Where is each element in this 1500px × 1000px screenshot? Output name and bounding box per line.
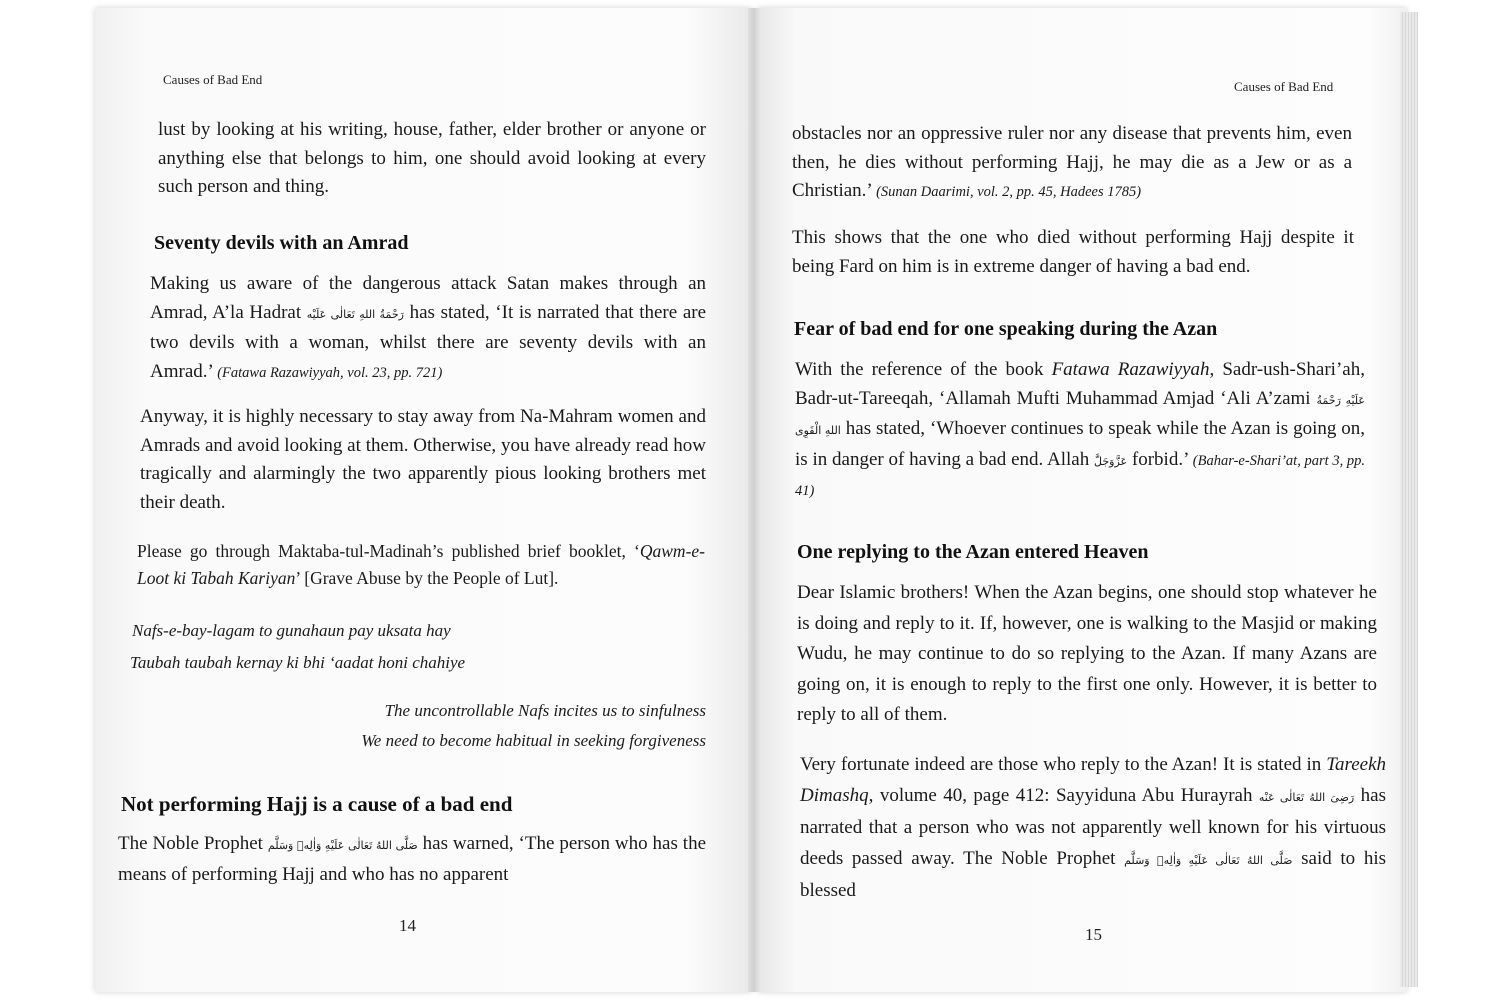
left-paragraph-booklet [137, 538, 705, 592]
rp3-text-a: With the reference of the book [795, 359, 1044, 380]
left-heading-seventy-devils: Seventy devils with an Amrad [154, 232, 409, 254]
p4-booklet-title: Qawm-e-Loot ki Tabah Kariyan [137, 541, 705, 588]
left-paragraph-5 [118, 830, 706, 889]
p2-citation: (Fatawa Razawiyyah, vol. 23, pp. 721) [217, 364, 443, 381]
rp5-text-b: , volume 40, page 412: Sayyiduna Abu Hurayrah [868, 784, 1253, 806]
verse-line-4: We need to become habitual in seeking forgiveness [361, 731, 706, 750]
right-paragraph-1 [792, 120, 1352, 207]
rp3-text-b: , Sadr-ush-Shari’ah, Badr-ut-Tareeqah, ‘Allamah Mufti Muhammad Amjad ‘Ali A’zami [795, 359, 1365, 409]
verse-line-1: Nafs-e-bay-lagam to gunahaun pay uksata hay [132, 621, 451, 640]
right-paragraph-3 [795, 356, 1365, 506]
verse-line-3: The uncontrollable Nafs incites us to sinfulness [384, 701, 706, 720]
right-heading-azan-heaven: One replying to the Azan entered Heaven [797, 541, 1149, 563]
verse-line-2: Taubah taubah kernay ki bhi ‘aadat honi chahiye [130, 653, 466, 672]
rp3-arabic-azza-wajal: عَزَّوَجَلَّ [1094, 454, 1128, 468]
p2-text-b: has stated, ‘It is narrated that there are two devils with a woman, whilst there are seventy devils with an Amrad.’ [150, 301, 707, 382]
rp5-text-a: Very fortunate indeed are those who reply to the Azan! It is stated in [800, 754, 1322, 775]
left-paragraph-1: lust by looking at his writing, house, father, elder brother or anyone or anything else that belongs to him, one should avoid looking at every such person and thing. [158, 119, 706, 197]
rp3-citation: (Bahar-e-Shari’at, part 3, pp. 41) [795, 452, 1365, 499]
left-paragraph-3: Anyway, it is highly necessary to stay away from Na-Mahram women and Amrads and avoid looking at them. Otherwise, you have already read how tragically and alarmingly the two apparently pious looking brothers met their death. [140, 406, 706, 513]
rp5-arabic-honorific: رَضِیَ اللهُ تَعَالٰی عَنْه [1258, 790, 1355, 804]
right-heading-speaking-azan: Fear of bad end for one speaking during the Azan [794, 318, 1218, 340]
rp1-citation: (Sunan Daarimi, vol. 2, pp. 45, Hadees 1785) [876, 184, 1142, 200]
rp1-text: obstacles nor an oppressive ruler nor any disease that prevents him, even then, he dies without performing Hajj, he may die as a Jew or as a Christian.’ [792, 123, 1352, 201]
rp3-book-title: Fatawa Razawiyyah [1051, 359, 1210, 380]
p2-text-a: Making us aware of the dangerous attack Satan makes through an Amrad, A’la Hadrat [150, 273, 706, 323]
right-page-number: 15 [1085, 925, 1102, 944]
left-running-head: Causes of Bad End [163, 72, 263, 87]
rp5-book-title: Tareekh Dimashq [800, 754, 1387, 806]
rp5-text-c: has narrated that a person who was not apparently well known for his virtuous deeds passed away. The Noble Prophet [800, 784, 1386, 869]
rp5-arabic-salutation: صَلَّی اللهُ تَعَالٰی عَلَیْهِ وَاٰلِهٖ وَسَلَّم [1124, 853, 1293, 867]
rp3-text-d: forbid.’ [1131, 448, 1188, 470]
left-heading-hajj: Not performing Hajj is a cause of a bad end [121, 792, 513, 816]
right-running-head: Causes of Bad End [1234, 79, 1334, 94]
p4-text-a: Please go through Maktaba-tul-Madinah’s published brief booklet, ‘ [137, 541, 640, 561]
left-paragraph-2 [150, 270, 706, 387]
p5-text-a: The Noble Prophet [118, 833, 263, 854]
p4-text-b: ’ [Grave Abuse by the People of Lut]. [295, 568, 559, 588]
left-page-number: 14 [399, 916, 416, 935]
p5-text-b: has warned, ‘The person who has the means of performing Hajj and who has no apparent [118, 833, 707, 885]
right-paragraph-4: Dear Islamic brothers! When the Azan begins, one should stop whatever he is doing and reply to it. If, however, one is walking to the Masjid or making Wudu, he may continue to do so replying to the Azan. If many Azans are going on, it is enough to reply to the first one only. However, it is better to reply to all of them. [797, 582, 1377, 725]
rp5-text-d: said to his blessed [800, 847, 1386, 901]
page-edges [1400, 12, 1418, 987]
rp3-text-c: has stated, ‘Whoever continues to speak while the Azan is going on, is in danger of having a bad end. Allah [795, 418, 1365, 470]
rp3-arabic-honorific: عَلَیْهِ رَحْمَةُ اللهِ الْقَوِی [795, 393, 1365, 437]
p2-arabic-honorific: رَحْمَةُ اللهِ تَعَالٰی عَلَیْه [306, 307, 404, 321]
right-paragraph-5 [800, 750, 1386, 907]
right-paragraph-2: This shows that the one who died without performing Hajj despite it being Fard on him is in extreme danger of having a bad end. [792, 227, 1354, 277]
p5-arabic-salutation: صَلَّی اللهُ تَعَالٰی عَلَیْهِ وَاٰلِهٖ وَسَلَّم [267, 839, 418, 852]
book-gutter [748, 8, 762, 992]
